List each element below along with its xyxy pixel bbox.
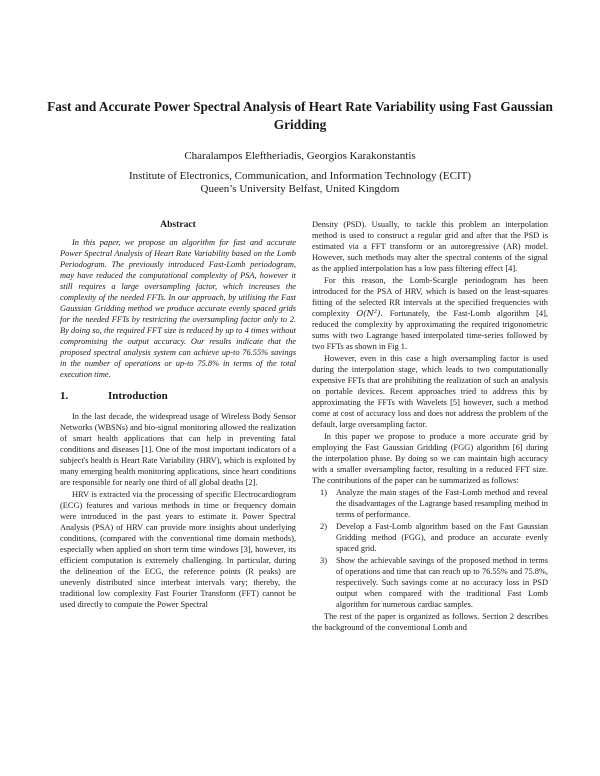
right-column xyxy=(312,219,548,634)
section-heading-introduction xyxy=(60,391,296,402)
section-number: 1. xyxy=(60,390,69,402)
list-item xyxy=(312,521,548,554)
intro-paragraph-1: In the last decade, the widespread usage of Wireless Body Sensor Networks (WBSNs) and bio-signal monitoring allowed the realization of smart health applications that can help in preventing fatal conditions and diseases [1]. One of the most important indicators of a subject's health is Heart Rate Variability (HRV), which is exploited by many emerging health monitoring applications, since heart conditions are responsible for nearly one third of all global deaths [2]. xyxy=(60,412,296,487)
paper-title: Fast and Accurate Power Spectral Analysis of Heart Rate Variability using Fast Gaussian Gridding xyxy=(47,99,553,132)
list-item-text: Develop a Fast-Lomb algorithm based on the Fast Gaussian Gridding method (FGG), and produce an accurate evenly spaced grid. xyxy=(336,522,548,553)
list-item-number: 1) xyxy=(320,488,327,497)
affiliation-line-2: Queen’s University Belfast, United Kingdom xyxy=(200,183,400,195)
abstract-heading: Abstract xyxy=(160,219,196,230)
section-title: Introduction xyxy=(108,390,168,402)
intro-paragraph-4-b: Fortunately, the Fast-Lomb algorithm [4], reduced the complexity by approximating the required trigonometric sums with two Lagrange based interpolated time-series followed by two FFTs as shown in Fig 1. xyxy=(312,309,548,351)
affiliation-line-1: Institute of Electronics, Communication, and Information Technology (ECIT) xyxy=(128,170,472,182)
list-item-text: Analyze the main stages of the Fast-Lomb method and reveal the disadvantages of the Lagrange based resampling method in terms of performance. xyxy=(336,488,548,519)
paper-authors: Charalampos Eleftheriadis, Georgios Karakonstantis xyxy=(184,150,416,162)
intro-paragraph-3: Density (PSD). Usually, to tackle this problem an interpolation method is used to construct a regular grid and after that the PSD is estimated via a FFT transform or an autoregressive (AR) model. However, such methods may alter the spectral contents of the signal as the applied interpolation has a low pass filtering effect [4]. xyxy=(312,220,548,273)
intro-paragraph-4 xyxy=(312,275,548,352)
complexity-formula: O(N²). xyxy=(356,308,384,318)
abstract-text: In this paper, we propose an algorithm for fast and accurate Power Spectral Analysis of Heart Rate Variability based on the Lomb Periodogram. The previously introduced Fast-Lomb periodogram, may have reduced the computational complexity of PSA, however it still requires a large oversampling factor, which increases the complexity of the needed FFTs. In our approach, by utilising the Fast Gaussian Gridding method we produce accurate evenly spaced grids for the needed FFTs by restricting the oversampling factor only to 2. By doing so, the required FFT size is reduced by up to 4 times without compromising the output accuracy. Our results indicate that the proposed spectral analysis system can achieve up-to 76.55% savings in the number of operations or up-to 75.8% in terms of the total execution time. xyxy=(60,238,296,379)
list-item-number: 2) xyxy=(320,522,327,531)
intro-paragraph-7: The rest of the paper is organized as follows. Section 2 describes the background of the conventional Lomb and xyxy=(312,612,548,632)
intro-paragraph-2: HRV is extracted via the processing of specific Electrocardiogram (ECG) features and various methods in time or frequency domain were introduced in the past years to estimate it. Power Spectral Analysis (PSA) of HRV can provide more insights about underlying conditions, (compared with the conventional time domain methods), especially when applied on short term time windows [3], however, its efficient computation is extremely challenging. In particular, during the delineation of the ECG, the reference points (R peaks) are unevenly distributed since interbeat intervals vary; thereby, the traditional low complexity Fast Fourier Transform (FFT) cannot be used directly to compute the Power Spectral xyxy=(60,490,296,609)
contributions-list xyxy=(312,487,548,610)
list-item xyxy=(312,555,548,610)
list-item-number: 3) xyxy=(320,556,327,565)
intro-paragraph-5: However, even in this case a high oversampling factor is used during the interpolation stage, which leads to two computationally expensive FFTs that are prohibiting the realization of such an analysis on portable devices. Recent approaches tried to address this by approximating the FFTs with Wavelets [5] however, such a method come at cost of accuracy loss and does not address the problem of the default, large oversampling factor. xyxy=(312,354,548,429)
abstract-section xyxy=(60,219,296,380)
intro-paragraph-6: In this paper we propose to produce a more accurate grid by employing the Fast Gaussian Gridding (FGG) algorithm [6] during the interpolation phase. By doing so we can maintain high accuracy with a smaller oversampling factor, resulting in a reduced FFT size. The contributions of the paper can be summarized as follows: xyxy=(312,432,548,485)
list-item xyxy=(312,487,548,520)
list-item-text: Show the achievable savings of the proposed method in terms of operations and time that can reach up to 76.55% and 75.8%, respectively. Such savings come at no accuracy loss in PSD output when compared with the traditional Fast Lomb algorithm for numerous cardiac samples. xyxy=(336,556,548,609)
paper-affiliation xyxy=(40,170,560,196)
intro-paragraph-4-a: For this reason, the Lomb-Scargle periodogram has been introduced for the PSA of HRV, which is based on the least-squares fitting of the selected RR intervals at the specified frequencies with complexity xyxy=(312,276,548,318)
left-column xyxy=(60,219,296,611)
